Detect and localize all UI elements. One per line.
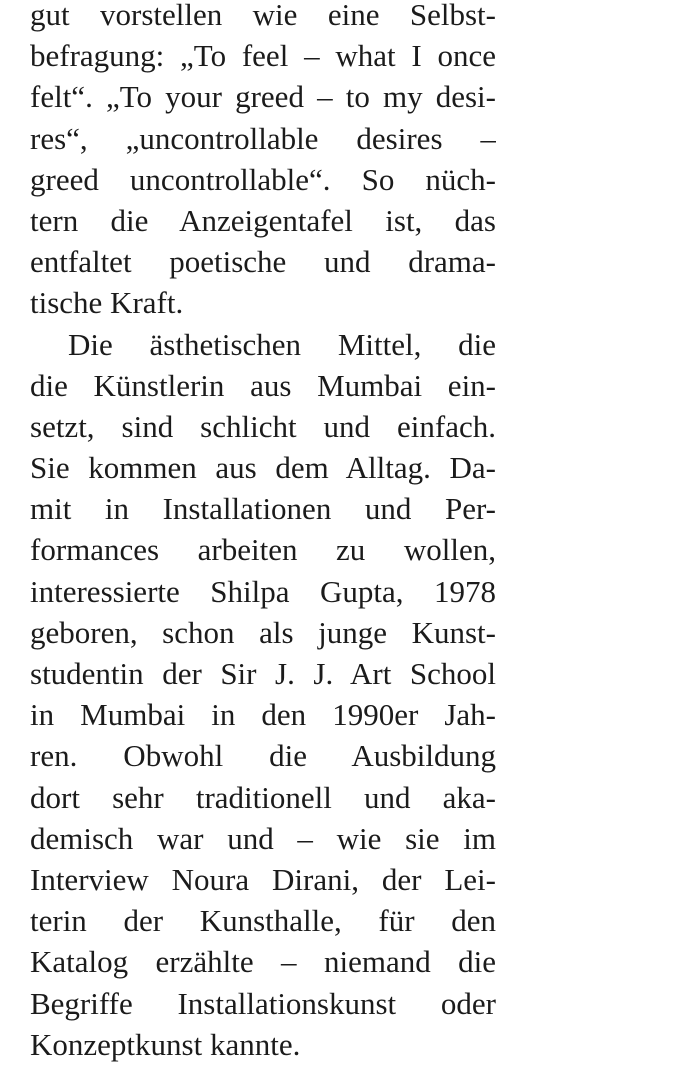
text-line: dort sehr traditionell und aka-	[30, 779, 496, 815]
text-line: tern die Anzeigentafel ist, das	[30, 202, 496, 238]
text-line: befragung: „To feel – what I once	[30, 38, 496, 74]
text-line: Katalog erzählte – niemand die	[30, 944, 496, 980]
text-line: tische Kraft.	[30, 285, 184, 321]
text-line: gut vorstellen wie eine Selbst-	[30, 0, 496, 32]
text-line: Interview Noura Dirani, der Lei-	[30, 861, 496, 897]
text-line: demisch war und – wie sie im	[30, 820, 496, 856]
text-line: terin der Kunsthalle, für den	[30, 903, 496, 939]
text-line: ren. Obwohl die Ausbildung	[30, 738, 496, 774]
text-line: felt“. „To your greed – to my desi-	[30, 79, 496, 115]
text-line: greed uncontrollable“. So nüch-	[30, 161, 496, 197]
text-line: Konzeptkunst kannte.	[30, 1026, 301, 1062]
text-line: die Künstlerin aus Mumbai ein-	[30, 367, 496, 403]
text-line: interessierte Shilpa Gupta, 1978	[30, 573, 496, 609]
text-line: studentin der Sir J. J. Art School	[30, 656, 496, 691]
text-line: formances arbeiten zu wollen,	[30, 532, 496, 568]
paragraph-2	[30, 324, 496, 1065]
article-text-column	[30, 0, 496, 1065]
paragraph-1	[30, 0, 496, 324]
text-line: mit in Installationen und Per-	[30, 491, 496, 527]
text-line: res“, „uncontrollable desires –	[30, 120, 496, 156]
text-line: Begriffe Installationskunst oder	[30, 985, 496, 1021]
text-line: Die ästhetischen Mittel, die	[68, 326, 496, 362]
text-line: Sie kommen aus dem Alltag. Da-	[30, 450, 496, 486]
text-line: geboren, schon als junge Kunst-	[30, 614, 496, 650]
text-line: entfaltet poetische und drama-	[30, 244, 496, 280]
text-line: in Mumbai in den 1990er Jah-	[30, 697, 496, 733]
text-line: setzt, sind schlicht und einfach.	[30, 408, 496, 444]
